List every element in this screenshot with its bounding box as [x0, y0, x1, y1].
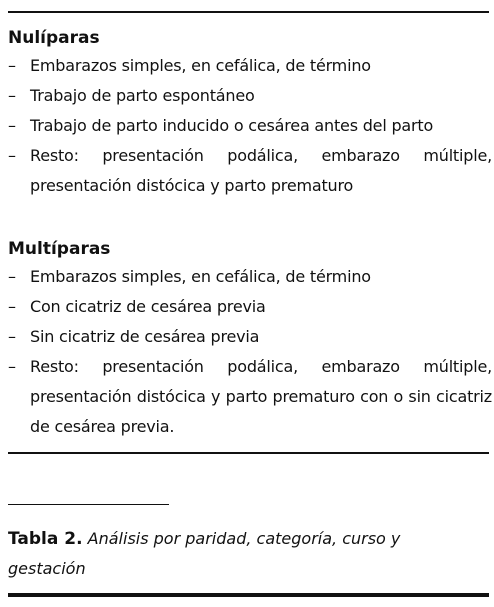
list-item-text: Sin cicatriz de cesárea previa [30, 327, 260, 346]
list-item [8, 141, 492, 201]
list-item [8, 111, 492, 141]
nuliparas-list [8, 51, 492, 201]
nuliparas-heading: Nulíparas [8, 28, 100, 48]
caption-separator [8, 504, 169, 505]
dash-marker: – [8, 267, 16, 286]
nuliparas-section [8, 25, 492, 201]
list-item-text: Embarazos simples, en cefálica, de término [30, 267, 371, 286]
dash-marker: – [8, 357, 16, 376]
multiparas-section [8, 236, 492, 442]
caption-text: Análisis por paridad, categoría, curso y gestación [8, 529, 401, 578]
bottom-rule [8, 593, 489, 597]
caption-label: Tabla 2. [8, 529, 83, 549]
list-item-text: Resto: presentación podálica, embarazo múltiple, presentación distócica y parto prematuro con o sin cicatriz de cesárea previa. [30, 357, 492, 436]
multiparas-list [8, 262, 492, 442]
list-item [8, 352, 492, 442]
list-item-text: Trabajo de parto inducido o cesárea antes del parto [30, 116, 434, 135]
table-caption [8, 524, 478, 584]
dash-marker: – [8, 56, 16, 75]
list-item [8, 292, 492, 322]
dash-marker: – [8, 116, 16, 135]
list-item-text: Trabajo de parto espontáneo [30, 86, 255, 105]
list-item-text: Embarazos simples, en cefálica, de término [30, 56, 371, 75]
dash-marker: – [8, 146, 16, 165]
list-item [8, 262, 492, 292]
multiparas-heading: Multíparas [8, 239, 111, 259]
list-item-text: Resto: presentación podálica, embarazo múltiple, presentación distócica y parto prematuro [30, 146, 492, 195]
top-rule [8, 11, 489, 13]
dash-marker: – [8, 327, 16, 346]
table-bottom-rule [8, 452, 489, 454]
list-item [8, 81, 492, 111]
list-item-text: Con cicatriz de cesárea previa [30, 297, 266, 316]
list-item [8, 322, 492, 352]
dash-marker: – [8, 86, 16, 105]
list-item [8, 51, 492, 81]
dash-marker: – [8, 297, 16, 316]
